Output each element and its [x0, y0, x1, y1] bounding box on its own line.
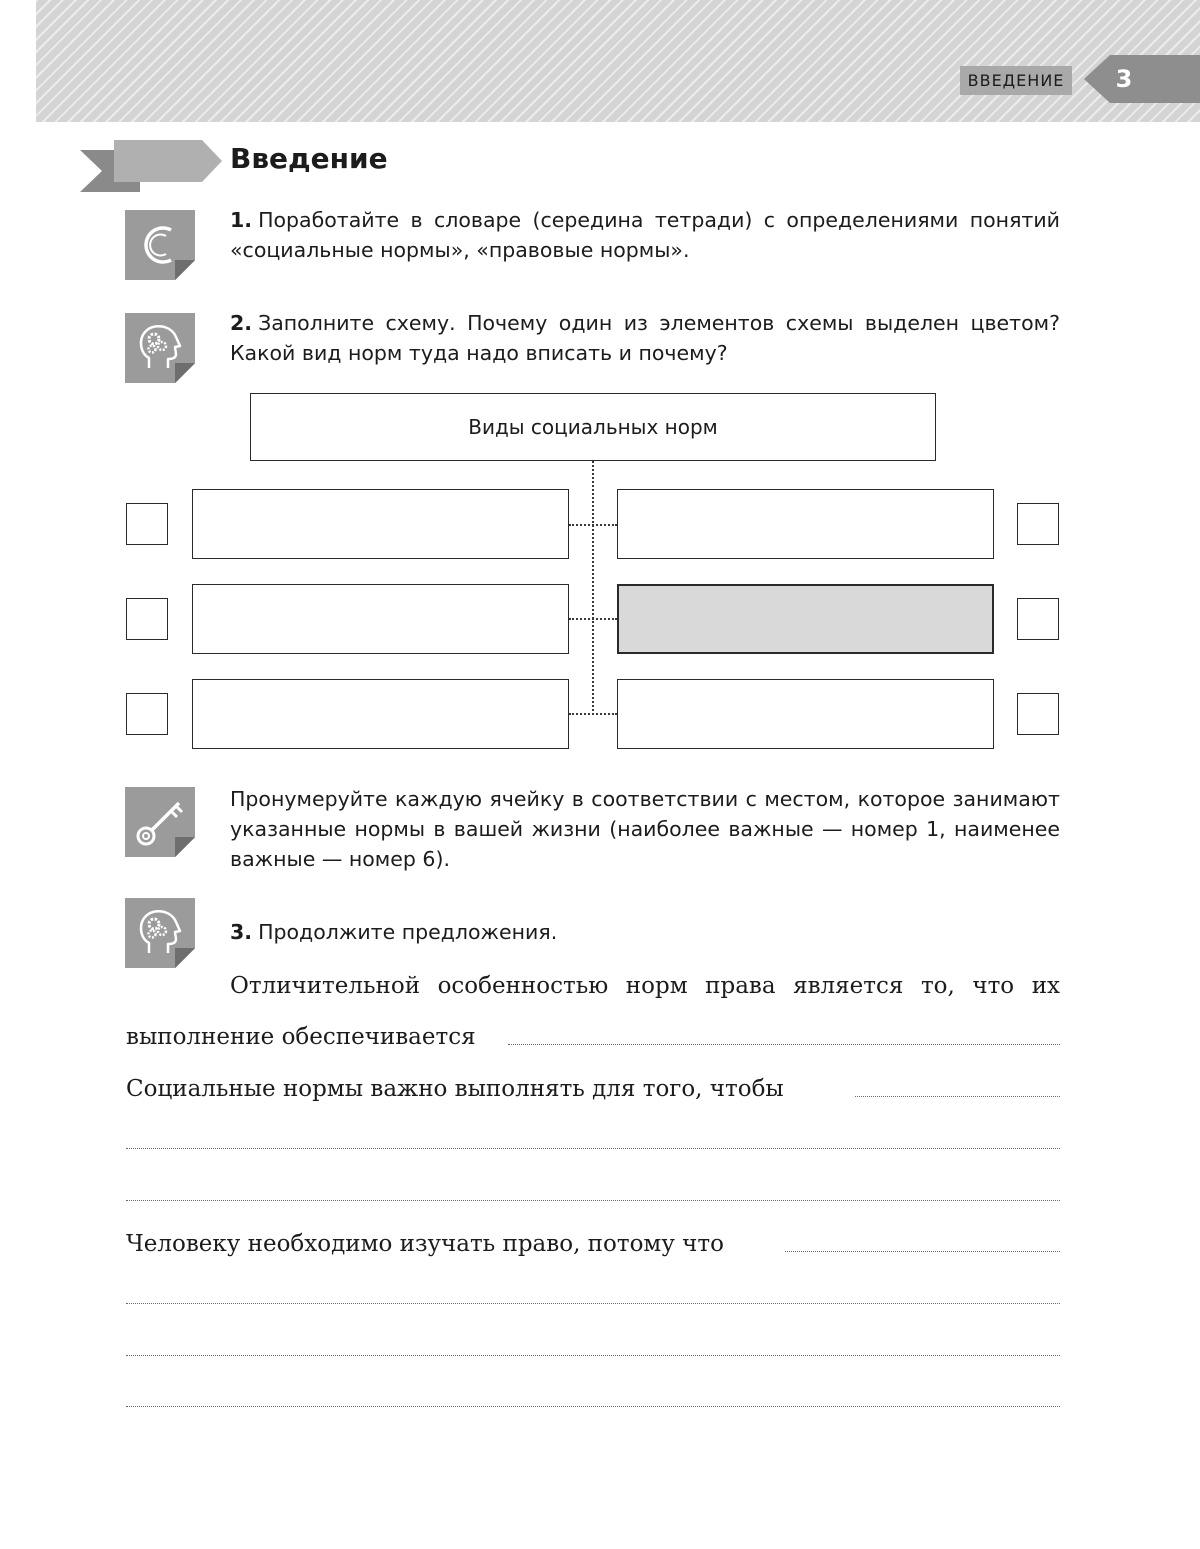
sentence-2: Социальные нормы важно выполнять для того, чтобы	[126, 1076, 784, 1102]
sentence-1-line-2: выполнение обеспечивается	[126, 1024, 476, 1050]
task-2	[230, 308, 1060, 368]
connector-row-3	[569, 713, 617, 715]
rank-cell-2-left[interactable]	[126, 598, 168, 640]
header-band	[36, 0, 1200, 122]
sentence-1-line-1: Отличительной особенностью норм права является то, что их	[230, 973, 1060, 999]
title-ribbon-icon	[80, 140, 222, 192]
letter-c-icon	[125, 210, 195, 280]
scheme-title-box	[250, 393, 936, 461]
rank-cell-3-right[interactable]	[1017, 693, 1059, 735]
head-gears-icon	[125, 313, 195, 383]
page-title: Введение	[230, 142, 388, 175]
answer-line-6[interactable]	[126, 1303, 1060, 1304]
connector-vertical	[592, 461, 594, 715]
task-2-number: 2.	[230, 311, 253, 335]
norm-box-3-left[interactable]	[192, 679, 569, 749]
task-3	[230, 917, 1060, 947]
answer-line-4[interactable]	[126, 1200, 1060, 1201]
task-3-text: Продолжите предложения.	[258, 920, 558, 944]
norm-box-1-right[interactable]	[617, 489, 994, 559]
head-gears-icon	[125, 898, 195, 968]
connector-row-1	[569, 524, 617, 526]
norm-box-1-left[interactable]	[192, 489, 569, 559]
key-icon	[125, 787, 195, 857]
norm-box-2-right-highlighted[interactable]	[617, 584, 994, 654]
task-1-number: 1.	[230, 208, 253, 232]
task-2-text: Заполните схему. Почему один из элементов схемы выделен цветом? Какой вид норм туда надо вписать и почему?	[230, 311, 1060, 365]
rank-cell-2-right[interactable]	[1017, 598, 1059, 640]
scheme-title: Виды социальных норм	[468, 415, 718, 439]
ranking-instruction: Пронумеруйте каждую ячейку в соответствии с местом, которое занимают указанные нормы в вашей жизни (наиболее важные — номер 1, наименее важные — номер 6).	[230, 787, 1060, 871]
answer-line-8[interactable]	[126, 1406, 1060, 1407]
section-label: ВВЕДЕНИЕ	[960, 66, 1072, 95]
connector-row-2	[569, 618, 617, 620]
rank-cell-1-left[interactable]	[126, 503, 168, 545]
norm-box-2-left[interactable]	[192, 584, 569, 654]
rank-cell-3-left[interactable]	[126, 693, 168, 735]
ribbon-front	[114, 140, 222, 182]
task-1	[230, 205, 1060, 265]
answer-line-5[interactable]	[785, 1251, 1060, 1252]
answer-line-3[interactable]	[126, 1148, 1060, 1149]
answer-line-1[interactable]	[508, 1044, 1060, 1045]
page-number: 3	[1115, 65, 1133, 93]
norm-box-3-right[interactable]	[617, 679, 994, 749]
task-3-number: 3.	[230, 920, 253, 944]
task-1-text: Поработайте в словаре (середина тетради) с определениями понятий «социальные нормы», «правовые нормы».	[230, 208, 1060, 262]
sentence-3: Человеку необходимо изучать право, потому что	[126, 1231, 724, 1257]
answer-line-7[interactable]	[126, 1355, 1060, 1356]
answer-line-2[interactable]	[855, 1096, 1060, 1097]
rank-cell-1-right[interactable]	[1017, 503, 1059, 545]
